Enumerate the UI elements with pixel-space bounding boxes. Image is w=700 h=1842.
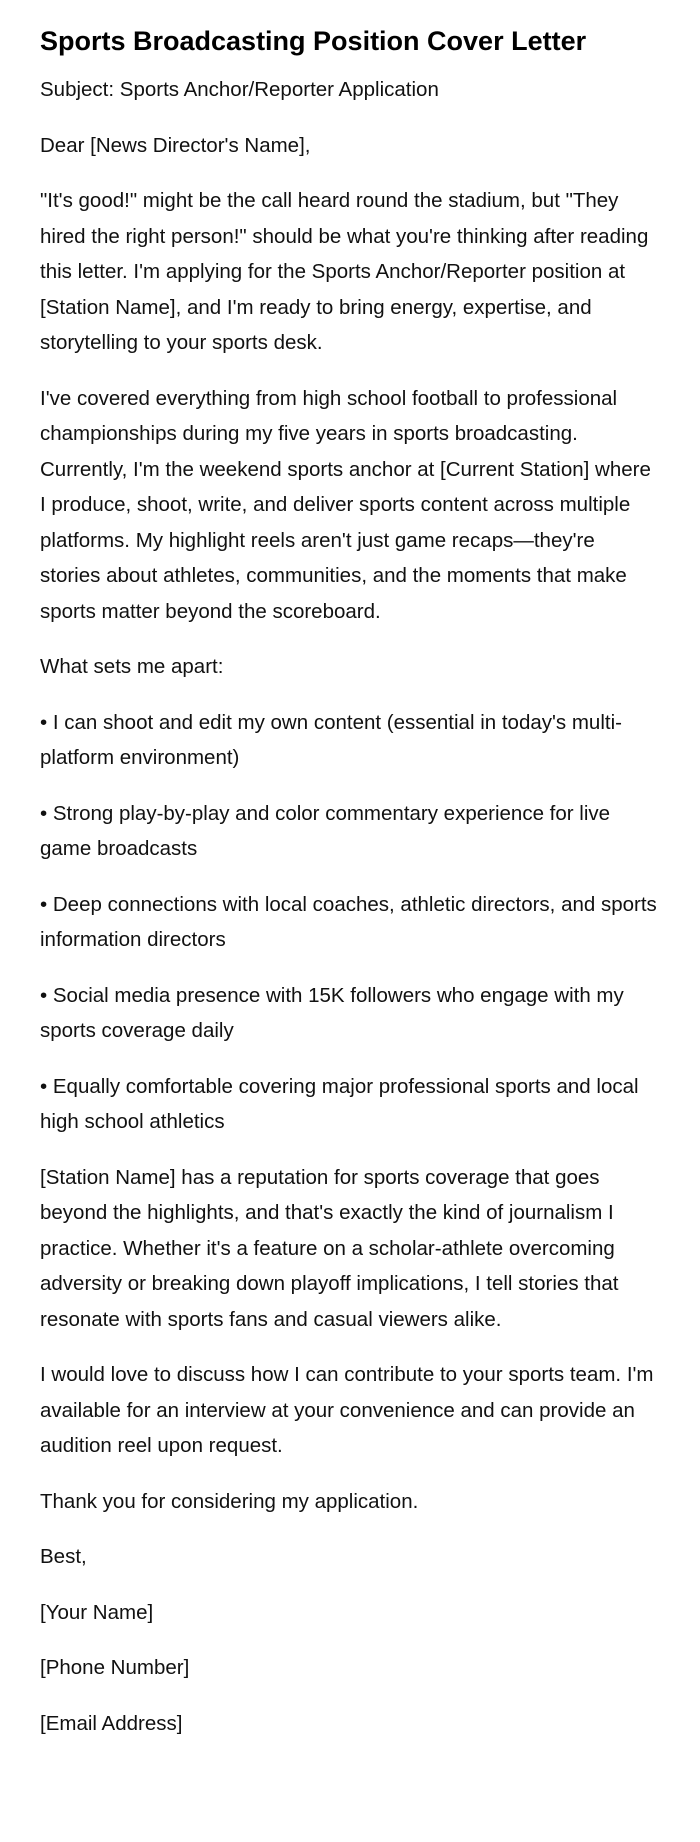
experience-paragraph: I've covered everything from high school football to professional championships during my five years in sports broadcasting. Currently, I'm the weekend sports anchor at [Current Station] where I produce, shoot, write, and deliver sports content across multiple platforms. My highlight reels aren't just game recaps—they're stories about athletes, communities, and the moments that make sports matter beyond the scoreboard. [40,386,651,623]
closing-block [40,1539,660,1741]
thanks-paragraph: Thank you for considering my application. [40,1489,419,1513]
station-paragraph: [Station Name] has a reputation for sports coverage that goes beyond the highlights, and that's exactly the kind of journalism I practice. Whether it's a feature on a scholar-athlete overcoming adversity or breaking down playoff implications, I tell stories that resonate with sports fans and casual viewers alike. [40,1165,619,1331]
list-item: • Social media presence with 15K followers who engage with my sports coverage daily [40,983,624,1042]
interview-paragraph: I would love to discuss how I can contribute to your sports team. I'm available for an interview at your convenience and can provide an audition reel upon request. [40,1363,654,1457]
your-name-placeholder: [Your Name] [40,1600,154,1624]
list-item: • Strong play-by-play and color commentary experience for live game broadcasts [40,801,611,860]
signoff: Best, [40,1545,87,1568]
intro-paragraph: "It's good!" might be the call heard round the stadium, but "They hired the right person!" should be what you're thinking after reading this letter. I'm applying for the Sports Anchor/Reporter position at [Station Name], and I'm ready to bring energy, expertise, and storytelling to your sports desk. [40,189,649,354]
list-item: • I can shoot and edit my own content (essential in today's multi-platform environment) [40,710,622,769]
list-item: • Deep connections with local coaches, athletic directors, and sports information directors [40,892,657,951]
subject-line: Subject: Sports Anchor/Reporter Application [40,78,439,101]
sets-apart-heading: What sets me apart: [40,655,224,678]
salutation: Dear [News Director's Name], [40,133,311,157]
phone-number-placeholder: [Phone Number] [40,1656,190,1679]
letter-title: Sports Broadcasting Position Cover Letter [40,26,587,56]
email-address-placeholder: [Email Address] [40,1711,183,1735]
list-item: • Equally comfortable covering major professional sports and local high school athletics [40,1074,639,1133]
qualifications-list [40,705,660,1140]
